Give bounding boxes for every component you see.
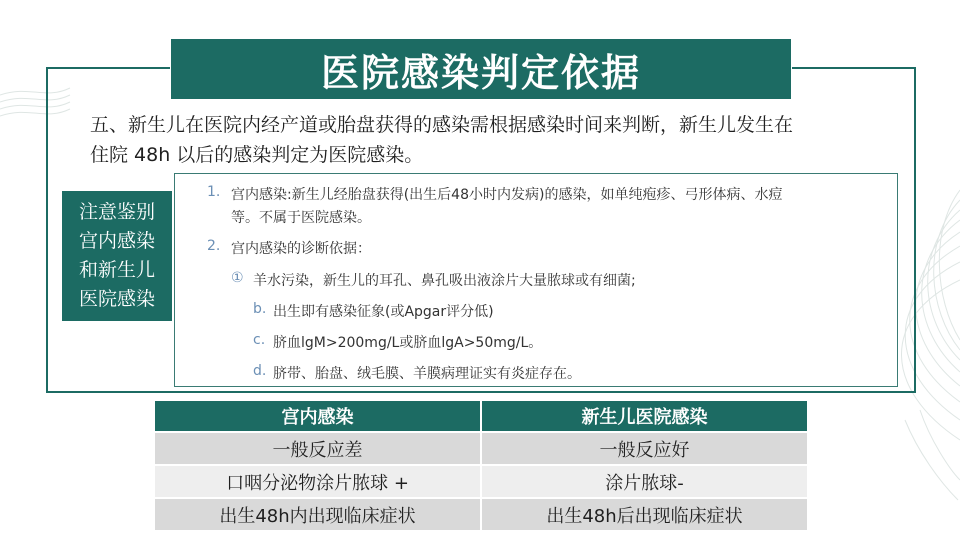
side-label-box bbox=[62, 191, 172, 321]
side-label-line: 宫内感染 bbox=[78, 230, 155, 252]
table-header-cell: 新生儿医院感染 bbox=[481, 400, 808, 432]
table-cell: 口咽分泌物涂片脓球 + bbox=[154, 465, 481, 498]
criteria-sub-b: 出生即有感染征象(或Apgar评分低) bbox=[273, 304, 494, 320]
side-label-line: 和新生儿 bbox=[78, 259, 155, 281]
table-cell: 一般反应差 bbox=[154, 432, 481, 465]
table-row bbox=[154, 465, 808, 498]
comparison-table bbox=[153, 399, 809, 532]
table-header-cell: 宫内感染 bbox=[154, 400, 481, 432]
criteria-box bbox=[174, 173, 898, 387]
sub-item-number: d. bbox=[253, 363, 267, 379]
criteria-sub-a: 羊水污染，新生儿的耳孔、鼻孔吸出液涂片大量脓球或有细菌; bbox=[253, 273, 636, 289]
table-header-row bbox=[154, 400, 808, 432]
sub-item-number: ① bbox=[231, 270, 244, 286]
page-title bbox=[170, 38, 792, 100]
table-row bbox=[154, 498, 808, 531]
page-title-text: 医院感染判定依据 bbox=[320, 50, 641, 95]
intro-paragraph bbox=[90, 110, 890, 170]
item-number: 1. bbox=[207, 184, 221, 200]
side-label-line: 医院感染 bbox=[78, 288, 155, 310]
criteria-item-1-line-1: 宫内感染:新生儿经胎盘获得(出生后48小时内发病)的感染，如单纯疱疹、弓形体病、水痘 bbox=[231, 187, 783, 203]
criteria-item-2: 宫内感染的诊断依据： bbox=[231, 241, 371, 257]
sub-item-number: c. bbox=[253, 332, 266, 348]
table-cell: 出生48h内出现临床症状 bbox=[154, 498, 481, 531]
intro-line-1: 五、新生儿在医院内经产道或胎盘获得的感染需根据感染时间来判断，新生儿发生在 bbox=[90, 114, 794, 136]
table-cell: 出生48h后出现临床症状 bbox=[481, 498, 808, 531]
criteria-item-1-line-2: 等。不属于医院感染。 bbox=[231, 210, 371, 226]
table-cell: 涂片脓球- bbox=[481, 465, 808, 498]
table-row bbox=[154, 432, 808, 465]
intro-line-2: 住院 48h 以后的感染判定为医院感染。 bbox=[90, 144, 424, 166]
sub-item-number: b. bbox=[253, 301, 267, 317]
criteria-sub-c: 脐血lgM>200mg/L或脐血lgA>50mg/L。 bbox=[273, 335, 543, 351]
criteria-sub-d: 脐带、胎盘、绒毛膜、羊膜病理证实有炎症存在。 bbox=[273, 366, 581, 382]
side-label-line: 注意鉴别 bbox=[78, 201, 155, 223]
table-cell: 一般反应好 bbox=[481, 432, 808, 465]
item-number: 2. bbox=[207, 238, 221, 254]
